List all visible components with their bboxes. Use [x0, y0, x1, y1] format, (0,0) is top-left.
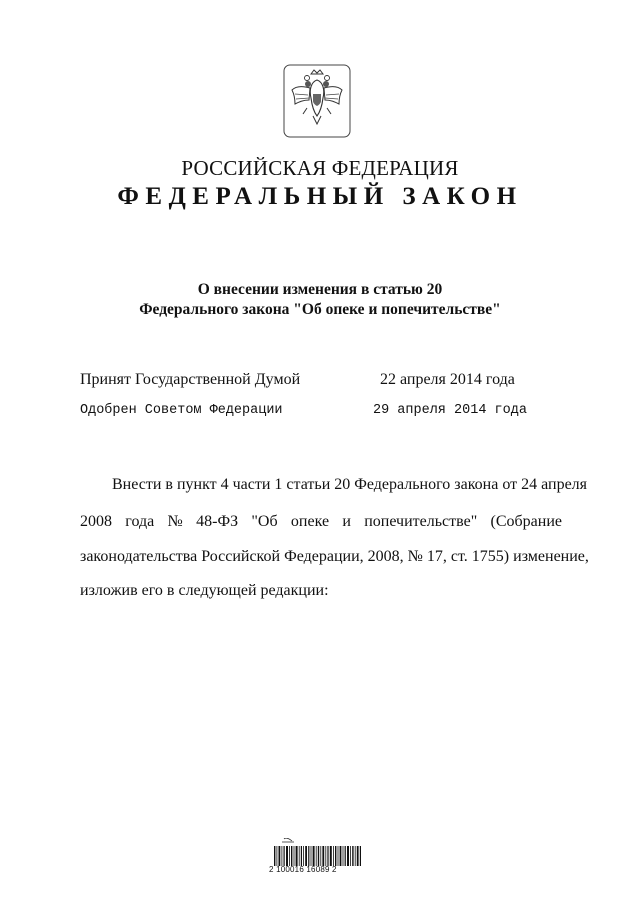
- law-type-heading: ФЕДЕРАЛЬНЫЙ ЗАКОН: [117, 183, 523, 210]
- state-emblem: [283, 64, 351, 138]
- body-word: "Об: [251, 513, 278, 530]
- body-word: года: [125, 513, 155, 530]
- body-word: №: [167, 513, 183, 530]
- body-paragraph-line-1: Внести в пункт 4 части 1 статьи 20 Федерального закона от 24 апреля: [112, 476, 588, 493]
- body-word: 2008: [80, 513, 112, 530]
- double-headed-eagle-icon: [283, 64, 351, 138]
- body-word: 48-ФЗ: [196, 513, 239, 530]
- law-title-line-1: О внесении изменения в статью 20: [197, 281, 443, 298]
- barcode: [272, 838, 364, 888]
- body-word: опеке: [290, 513, 330, 530]
- body-paragraph-line-4: изложив его в следующей редакции:: [80, 582, 329, 599]
- body-word: и: [342, 513, 351, 530]
- country-heading: РОССИЙСКАЯ ФЕДЕРАЦИЯ: [181, 156, 459, 180]
- council-approval-label: Одобрен Советом Федерации: [80, 403, 283, 418]
- law-title-line-2: Федерального закона "Об опеке и попечительстве": [139, 301, 501, 318]
- barcode-number: 2 100016 16089 2: [269, 865, 337, 874]
- duma-adoption-date: 22 апреля 2014 года: [380, 371, 515, 388]
- body-paragraph-line-2: [80, 513, 562, 531]
- council-approval-date: 29 апреля 2014 года: [373, 403, 527, 418]
- body-paragraph-line-3: законодательства Российской Федерации, 2008, № 17, ст. 1755) изменение,: [80, 548, 589, 565]
- barcode-icon: [272, 838, 364, 888]
- body-word: (Собрание: [490, 513, 562, 530]
- body-word: попечительстве": [364, 513, 478, 530]
- duma-adoption-label: Принят Государственной Думой: [80, 371, 301, 388]
